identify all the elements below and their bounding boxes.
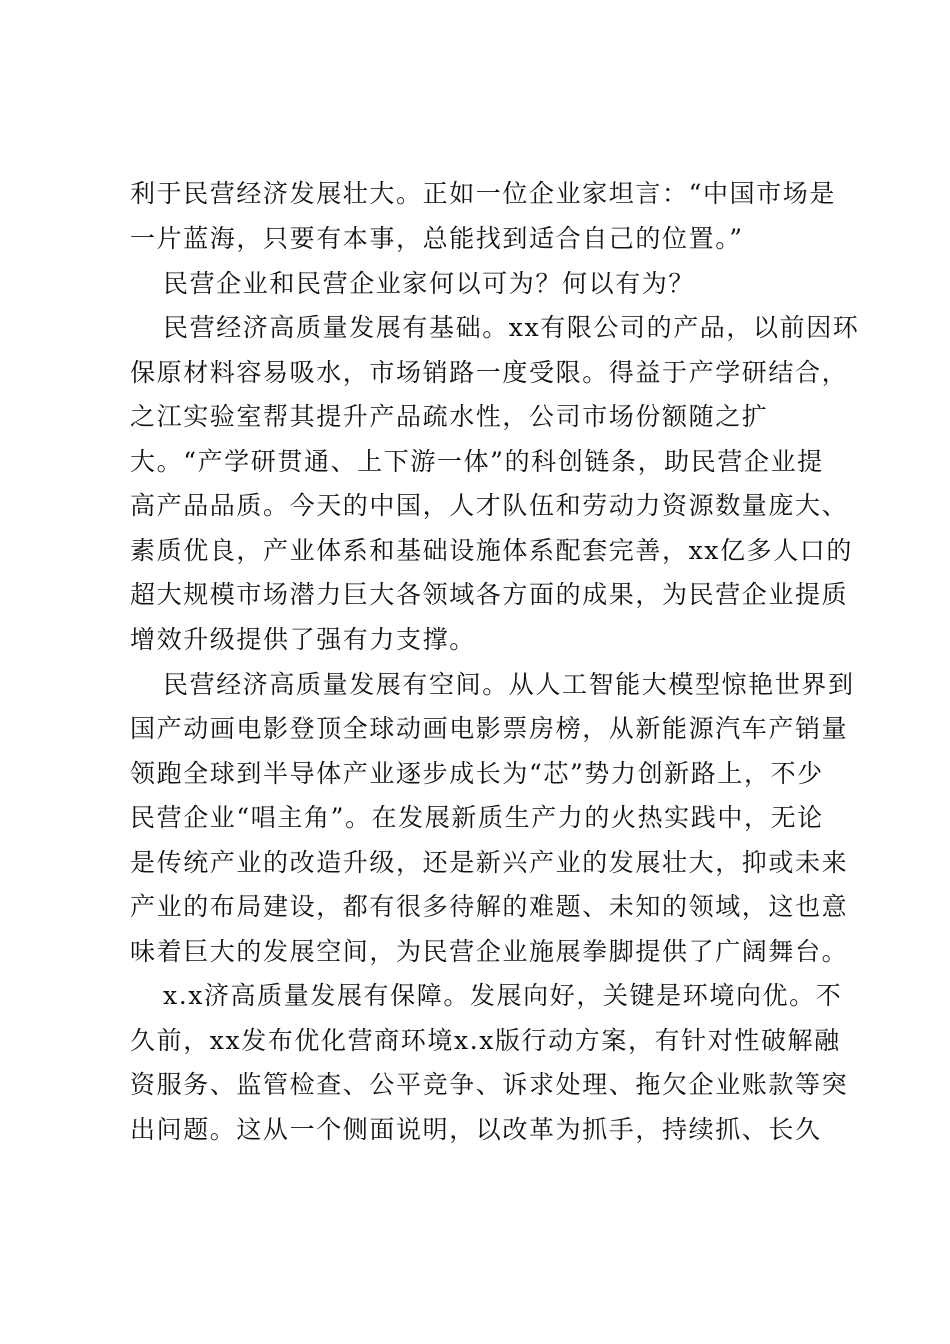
text-line: 产业的布局建设，都有很多待解的难题、未知的领域，这也意: [130, 892, 849, 921]
text-line: 增效升级提供了强有力支撑。: [130, 625, 476, 654]
text-line: 民营企业和民营企业家何以可为？何以有为？: [163, 269, 696, 298]
text-line: 高产品品质。今天的中国，人才队伍和劳动力资源数量庞大、: [130, 491, 849, 520]
text-line: 出问题。这从一个侧面说明，以改革为抓手，持续抓、长久: [130, 1115, 822, 1144]
text-line: 国产动画电影登顶全球动画电影票房榜，从新能源汽车产销量: [130, 714, 849, 743]
text-line: 领跑全球到半导体产业逐步成长为“芯”势力创新路上，不少: [130, 759, 824, 788]
text-line: 久前，xx发布优化营商环境x.x版行动方案，有针对性破解融: [130, 1026, 841, 1055]
text-line: 是传统产业的改造升级，还是新兴产业的发展壮大，抑或未来: [130, 848, 849, 877]
text-line: 一片蓝海，只要有本事，总能找到适合自己的位置。”: [130, 224, 744, 253]
text-line: 民营企业“唱主角”。在发展新质生产力的火热实践中，无论: [130, 803, 824, 832]
text-line: x.x济高质量发展有保障。发展向好，关键是环境向优。不: [163, 981, 843, 1010]
text-line: 资服务、监管检查、公平竞争、诉求处理、拖欠企业账款等突: [130, 1070, 849, 1099]
text-line: 利于民营经济发展壮大。正如一位企业家坦言：“中国市场是: [130, 179, 836, 208]
text-line: 之江实验室帮其提升产品疏水性，公司市场份额随之扩: [130, 402, 769, 431]
text-line: 民营经济高质量发展有空间。从人工智能大模型惊艳世界到: [163, 670, 855, 699]
text-line: 素质优良，产业体系和基础设施体系配套完善，xx亿多人口的: [130, 536, 854, 565]
text-line: 大。“产学研贯通、上下游一体”的科创链条，助民营企业提: [130, 447, 824, 476]
text-line: 保原材料容易吸水，市场销路一度受限。得益于产学研结合，: [130, 358, 849, 387]
text-line: 民营经济高质量发展有基础。xx有限公司的产品，以前因环: [163, 313, 860, 342]
text-line: 味着巨大的发展空间，为民营企业施展拳脚提供了广阔舞台。: [130, 937, 849, 966]
text-line: 超大规模市场潜力巨大各领域各方面的成果，为民营企业提质: [130, 580, 849, 609]
